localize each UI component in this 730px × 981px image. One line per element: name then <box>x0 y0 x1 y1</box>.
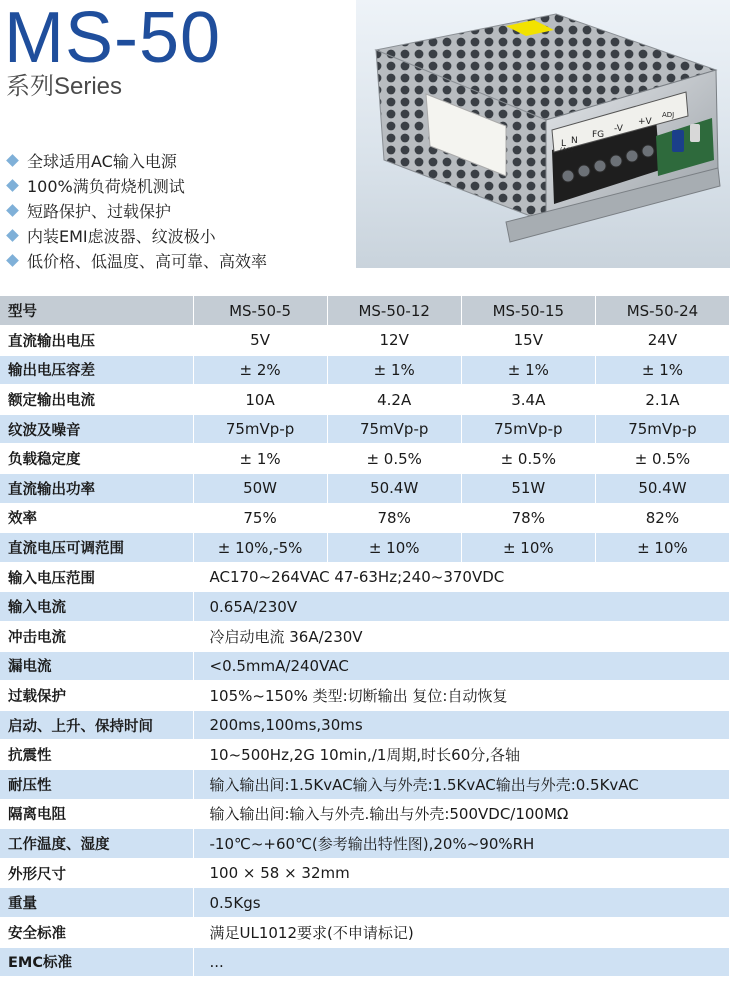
table-cell: 冷启动电流 36A/230V <box>193 622 730 652</box>
terminal-label-ac: (AC) <box>560 147 573 154</box>
spec-table <box>0 296 730 977</box>
table-cell: ± 0.5% <box>595 444 729 474</box>
row-label: EMC标准 <box>0 947 193 977</box>
table-row <box>0 326 730 356</box>
table-cell: ± 1% <box>595 355 729 385</box>
row-label: 启动、上升、保持时间 <box>0 710 193 740</box>
table-cell: 5V <box>193 326 327 356</box>
table-cell: 10A <box>193 385 327 415</box>
header-cell: MS-50-12 <box>327 296 461 326</box>
table-cell: 78% <box>327 503 461 533</box>
table-cell: 24V <box>595 326 729 356</box>
product-subtitle: 系列Series <box>6 73 123 100</box>
diamond-bullet-icon <box>6 204 19 217</box>
row-label: 直流电压可调范围 <box>0 533 193 563</box>
table-row <box>0 740 730 770</box>
table-cell: 78% <box>461 503 595 533</box>
table-row <box>0 917 730 947</box>
table-row <box>0 385 730 415</box>
table-row <box>0 474 730 504</box>
row-label: 冲击电流 <box>0 622 193 652</box>
feature-item: 内装EMI虑波器、纹波极小 <box>6 223 267 248</box>
diamond-bullet-icon <box>6 229 19 242</box>
table-cell: AC170~264VAC 47-63Hz;240~370VDC <box>193 562 730 592</box>
table-cell: ± 2% <box>193 355 327 385</box>
table-row <box>0 533 730 563</box>
table-cell: 10~500Hz,2G 10min,/1周期,时长60分,各轴 <box>193 740 730 770</box>
table-row <box>0 562 730 592</box>
table-cell: ± 10% <box>461 533 595 563</box>
table-cell: ± 10%,-5% <box>193 533 327 563</box>
row-label: 直流输出功率 <box>0 474 193 504</box>
table-row <box>0 444 730 474</box>
table-row <box>0 414 730 444</box>
row-label: 输入电流 <box>0 592 193 622</box>
table-cell: 50.4W <box>595 474 729 504</box>
row-label: 重量 <box>0 888 193 918</box>
terminal-label-minus-v: -V <box>614 124 623 134</box>
table-row <box>0 622 730 652</box>
terminal-label-l: L <box>561 139 567 149</box>
row-label: 额定输出电流 <box>0 385 193 415</box>
table-header-row <box>0 296 730 326</box>
diamond-bullet-icon <box>6 154 19 167</box>
row-label: 直流输出电压 <box>0 326 193 356</box>
table-cell: ± 0.5% <box>461 444 595 474</box>
table-cell: 3.4A <box>461 385 595 415</box>
table-cell: 75mVp-p <box>327 414 461 444</box>
feature-list <box>6 148 267 273</box>
row-label: 外形尺寸 <box>0 858 193 888</box>
terminal-label-fg: FG <box>592 130 605 140</box>
row-label: 输出电压容差 <box>0 355 193 385</box>
table-cell: 15V <box>461 326 595 356</box>
table-row <box>0 888 730 918</box>
table-cell: 4.2A <box>327 385 461 415</box>
table-row <box>0 681 730 711</box>
diamond-bullet-icon <box>6 179 19 192</box>
table-cell: 51W <box>461 474 595 504</box>
table-cell: 输入输出间:输入与外壳.输出与外壳:500VDC/100MΩ <box>193 799 730 829</box>
row-label: 负载稳定度 <box>0 444 193 474</box>
table-cell: 82% <box>595 503 729 533</box>
table-cell: 75mVp-p <box>595 414 729 444</box>
row-label: 输入电压范围 <box>0 562 193 592</box>
table-cell: 12V <box>327 326 461 356</box>
table-cell: 100 × 58 × 32mm <box>193 858 730 888</box>
table-cell: 0.5Kgs <box>193 888 730 918</box>
table-cell: 75% <box>193 503 327 533</box>
power-supply-illustration <box>356 0 730 268</box>
table-row <box>0 651 730 681</box>
header-cell-model: 型号 <box>0 296 193 326</box>
terminal-label-n: N <box>571 136 578 146</box>
header-cell: MS-50-15 <box>461 296 595 326</box>
table-cell: ± 10% <box>595 533 729 563</box>
row-label: 工作温度、湿度 <box>0 829 193 859</box>
table-cell: 50.4W <box>327 474 461 504</box>
table-row <box>0 592 730 622</box>
table-cell: 50W <box>193 474 327 504</box>
table-cell: 2.1A <box>595 385 729 415</box>
terminal-label-plus-v: +V <box>638 117 652 127</box>
terminal-label-adj: ADJ <box>662 111 675 119</box>
header <box>0 0 730 292</box>
table-cell: 200ms,100ms,30ms <box>193 710 730 740</box>
table-row <box>0 947 730 977</box>
row-label: 效率 <box>0 503 193 533</box>
row-label: 纹波及噪音 <box>0 414 193 444</box>
table-cell: ± 0.5% <box>327 444 461 474</box>
table-cell: -10℃~+60℃(参考输出特性图),20%~90%RH <box>193 829 730 859</box>
table-row <box>0 710 730 740</box>
table-cell: 75mVp-p <box>461 414 595 444</box>
table-cell: <0.5mmA/240VAC <box>193 651 730 681</box>
table-cell: 0.65A/230V <box>193 592 730 622</box>
row-label: 过载保护 <box>0 681 193 711</box>
header-cell: MS-50-24 <box>595 296 729 326</box>
feature-item: 全球适用AC输入电源 <box>6 148 267 173</box>
row-label: 隔离电阻 <box>0 799 193 829</box>
table-cell: ± 1% <box>327 355 461 385</box>
table-cell: ... <box>193 947 730 977</box>
table-cell: 105%~150% 类型:切断输出 复位:自动恢复 <box>193 681 730 711</box>
table-cell: ± 10% <box>327 533 461 563</box>
table-cell: 满足UL1012要求(不申请标记) <box>193 917 730 947</box>
table-row <box>0 355 730 385</box>
table-row <box>0 858 730 888</box>
header-cell: MS-50-5 <box>193 296 327 326</box>
table-cell: ± 1% <box>193 444 327 474</box>
feature-item: 短路保护、过载保护 <box>6 198 267 223</box>
table-cell: ± 1% <box>461 355 595 385</box>
feature-item: 100%满负荷烧机测试 <box>6 173 267 198</box>
table-cell: 75mVp-p <box>193 414 327 444</box>
table-row <box>0 799 730 829</box>
feature-item: 低价格、低温度、高可靠、高效率 <box>6 248 267 273</box>
table-cell: 输入输出间:1.5KvAC输入与外壳:1.5KvAC输出与外壳:0.5KvAC <box>193 770 730 800</box>
row-label: 抗震性 <box>0 740 193 770</box>
diamond-bullet-icon <box>6 254 19 267</box>
row-label: 耐压性 <box>0 770 193 800</box>
row-label: 安全标准 <box>0 917 193 947</box>
row-label: 漏电流 <box>0 651 193 681</box>
table-row <box>0 829 730 859</box>
table-row <box>0 770 730 800</box>
table-row <box>0 503 730 533</box>
product-title: MS-50 <box>4 0 222 78</box>
product-photo <box>356 0 730 268</box>
